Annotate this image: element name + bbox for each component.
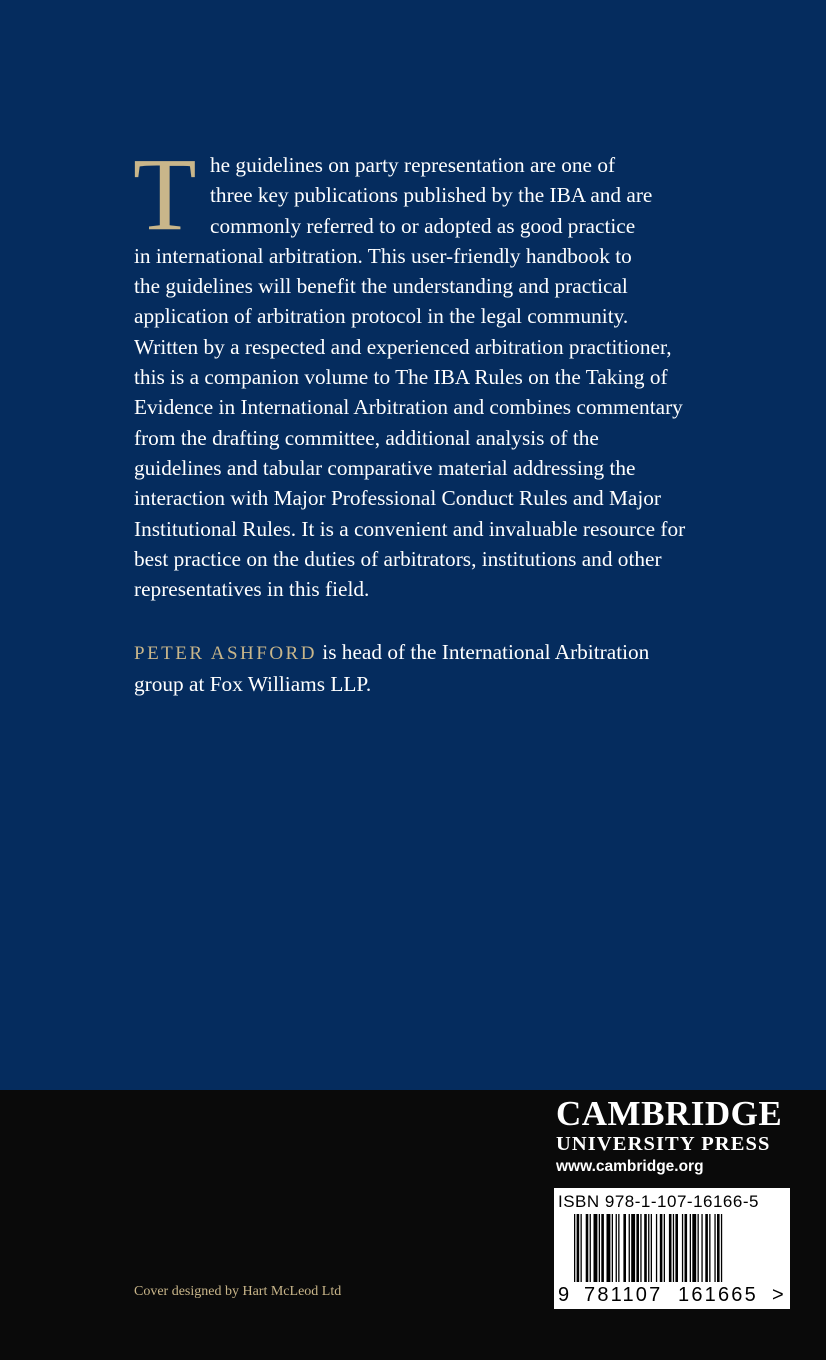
barcode-bar <box>612 1214 613 1282</box>
barcode-bar <box>717 1214 720 1282</box>
barcode-bar <box>629 1214 630 1282</box>
blurb-text <box>133 137 734 604</box>
publisher-logo-name: CAMBRIDGE <box>556 1094 783 1133</box>
barcode-bar <box>675 1214 678 1282</box>
blurb-line: guidelines and tabular comparative material addressing the <box>134 455 636 480</box>
barcode-bar <box>601 1214 604 1282</box>
barcode-bar <box>623 1214 626 1282</box>
blurb-line: from the drafting committee, additional analysis of the <box>134 425 599 450</box>
blurb-line: best practice on the duties of arbitrators, institutions and other <box>134 546 662 571</box>
barcode-bar <box>644 1214 647 1282</box>
blurb-line: this is a companion volume to The IBA Rules on the Taking of <box>134 365 668 390</box>
barcode-bar <box>714 1214 715 1282</box>
barcode-bar <box>594 1214 598 1282</box>
barcode-bar <box>690 1214 691 1282</box>
barcode-bar <box>664 1214 665 1282</box>
barcode-bar <box>685 1214 688 1282</box>
barcode-bar <box>581 1214 582 1282</box>
blurb-line: representatives in this field. <box>134 577 370 602</box>
barcode-bar <box>590 1214 591 1282</box>
barcode-bar <box>660 1214 663 1282</box>
barcode-group-2: 161665 <box>678 1284 758 1306</box>
barcode-bar <box>673 1214 674 1282</box>
drop-cap: T <box>133 137 197 252</box>
author-bio-line-2: group at Fox Williams LLP. <box>134 672 372 697</box>
blurb-line: he guidelines on party representation are one of <box>210 153 616 177</box>
barcode-bar <box>705 1214 708 1282</box>
barcode-bar <box>692 1214 696 1282</box>
barcode-bars <box>554 1214 790 1284</box>
blurb-line: the guidelines will benefit the understanding and practical <box>134 274 628 299</box>
barcode-bar <box>631 1214 635 1282</box>
barcode-bar <box>651 1214 652 1282</box>
barcode-bar <box>698 1214 699 1282</box>
blurb-line: three key publications published by the IBA and are <box>210 183 653 208</box>
author-name: PETER ASHFORD <box>134 643 317 664</box>
blurb-line: interaction with Major Professional Conduct Rules and Major <box>134 486 662 511</box>
author-bio <box>134 637 649 700</box>
barcode-arrow: > <box>772 1284 784 1306</box>
barcode-bar <box>656 1214 657 1282</box>
barcode-bar <box>636 1214 639 1282</box>
barcode <box>554 1188 790 1309</box>
barcode-bar <box>669 1214 672 1282</box>
isbn-label: ISBN 978-1-107-16166-5 <box>558 1192 759 1211</box>
blurb-line: commonly referred to or adopted as good practice <box>210 213 636 238</box>
blurb-line: Written by a respected and experienced arbitration practitioner, <box>134 334 672 359</box>
barcode-bar <box>682 1214 683 1282</box>
barcode-bar <box>607 1214 611 1282</box>
barcode-bar <box>586 1214 589 1282</box>
blurb-line: in international arbitration. This user-friendly handbook to <box>134 243 632 268</box>
barcode-bar <box>640 1214 641 1282</box>
barcode-first-digit: 9 <box>558 1284 570 1306</box>
publisher-logo-subname: UNIVERSITY PRESS <box>556 1133 771 1155</box>
barcode-bar <box>709 1214 710 1282</box>
publisher-url: www.cambridge.org <box>556 1158 704 1175</box>
author-bio-line-1 <box>134 637 649 669</box>
blurb-line: Institutional Rules. It is a convenient and invaluable resource for <box>134 516 686 541</box>
barcode-bar <box>599 1214 600 1282</box>
barcode-bar <box>577 1214 580 1282</box>
barcode-group-1: 781107 <box>584 1284 663 1306</box>
barcode-bar <box>574 1214 575 1282</box>
author-bio-text: is head of the International Arbitration <box>316 640 650 664</box>
blurb-line: Evidence in International Arbitration and combines commentary <box>134 395 683 420</box>
barcode-bar <box>701 1214 702 1282</box>
blurb-line: application of arbitration protocol in the legal community. <box>134 304 629 329</box>
cover-credit: Cover designed by Hart McLeod Ltd <box>134 1284 342 1299</box>
barcode-bar <box>648 1214 649 1282</box>
barcode-bar <box>721 1214 722 1282</box>
barcode-bar <box>616 1214 617 1282</box>
barcode-bar <box>618 1214 619 1282</box>
